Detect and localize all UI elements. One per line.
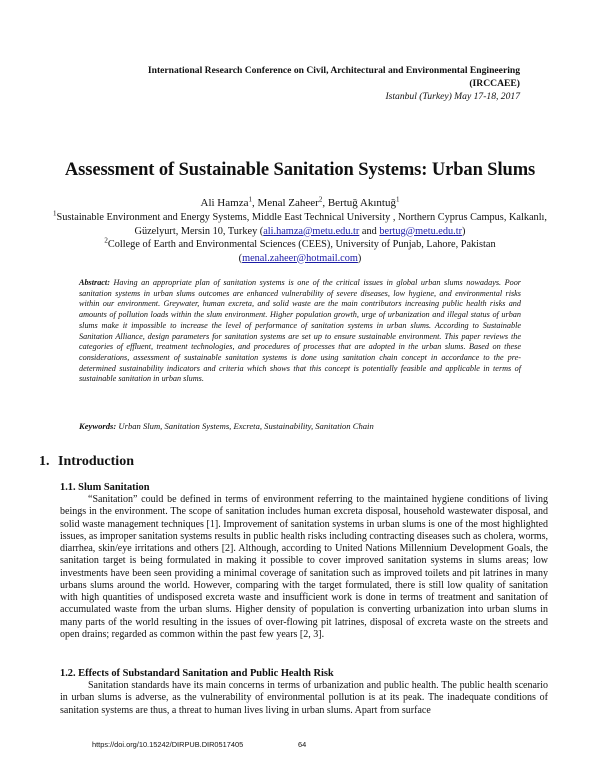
affiliation-2	[50, 238, 550, 265]
paper-title: Assessment of Sustainable Sanitation Systems: Urban Slums	[64, 160, 536, 180]
abstract-label-colon: :	[107, 278, 114, 287]
keywords	[79, 421, 521, 431]
keywords-text: Urban Slum, Sanitation Systems, Excreta, Sustainability, Sanitation Chain	[116, 421, 374, 431]
abstract	[79, 278, 521, 385]
subsection-heading-effects: 1.2. Effects of Substandard Sanitation and Public Health Risk	[60, 668, 334, 679]
affiliation-text: College of Earth and Environmental Sciences (CEES), University of Punjab, Lahore, Pakistan (	[107, 239, 496, 264]
author-name: Menal Zaheer	[257, 197, 319, 209]
abstract-text: Having an appropriate plan of sanitation systems is one of the critical issues in global urban slums nowadays. Poor sanitation systems in urban slums outcomes are enhanced vulnerability of severe diseases, low hygiene, and environmental risks within our environment. Greywater, human excreta, and solid waste are the main contributors increasing public health risks and amounts of pollution loads within the slum environment. Higher population growth, urge of urbanization and illegal status of urban slums make it impossible to increase the level of performance of sanitation systems in urban slums. According to Sustainable Sanitation Alliance, design parameters for sanitation systems are set up to ensure sustainable environment. This paper reviews the categories of effluent, treatment technologies, and procedures of processes that are adopted in the urban slums. Based on these considerations, assessment of sustainable sanitation systems is done using sanitation chain concept in accordance to the pre-determined sustainability indicators and criteria which shows that this concept is potentially feasible and applicable in terms of sustainable sanitation in urban slums.	[79, 278, 521, 384]
affiliation-marker: 2	[318, 195, 323, 204]
paragraph-slum-sanitation: “Sanitation” could be defined in terms of environment referring to the maintained hygiene conditions of living beings in the environment. The scope of sanitation includes human excreta disposal, household wastewater disposal, and solid waste management techniques [1]. Improvement of sanitation systems in urban slums is one of the most highlighted issues, as improper sanitation systems results in public health risks including contracting diseases such as cholera, worms, diarrhea, skin/eye irritations and others [2]. Although, according to United Nations Millennium Development Goals, the sanitation target is being formulated in making it possible to cover improved sanitation systems in slums areas; low investments have been seen providing a minimal coverage of sanitation such as improved toilets and pit latrines in many urbans slums around the world. However, comparing with the target formulated, there is still low quality of sanitation with high quantities of undisposed excreta waste and insufficient work is done in terms of treatment and sanitation of accumulated waste from the urban slums. Higher density of population is converting urbanization into urban slums in many parts of the world resulting in the issues of over-flowing pit latrines, disposal of excreta waste on the streets and open drains; regarded as common within the past few years [2, 3].	[60, 494, 548, 640]
subsection-heading-slum-sanitation: 1.1. Slum Sanitation	[60, 482, 150, 493]
section-title: Introduction	[58, 454, 134, 469]
author-name: Bertuğ Akıntuğ	[327, 197, 396, 209]
author-name: Ali Hamza	[200, 197, 249, 209]
section-number: 1.	[39, 454, 50, 469]
author-separator: ,	[251, 197, 258, 209]
affiliation-marker: 2	[104, 236, 108, 245]
email-link[interactable]: menal.zaheer@hotmail.com	[242, 252, 358, 264]
affiliation-text: and	[359, 225, 380, 237]
affiliation-text: Sustainable Environment and Energy Systems, Middle East Technical University , Northern Cyprus Campus, Kalkanlı, Güzelyurt, Mersin 10, Turkey (	[56, 212, 547, 237]
affiliation-text: )	[357, 252, 362, 264]
email-link[interactable]: bertug@metu.edu.tr	[379, 225, 463, 237]
author-separator: ,	[322, 197, 328, 209]
affiliation-marker: 1	[53, 209, 57, 218]
section-heading-introduction	[39, 454, 134, 470]
conference-name: International Research Conference on Civil, Architectural and Environmental Engineering	[147, 65, 520, 76]
footer-doi-link[interactable]: https://doi.org/10.15242/DIRPUB.DIR0517405	[92, 740, 244, 749]
author-list	[0, 197, 600, 209]
conference-abbreviation: (IRCCAEE)	[469, 78, 520, 89]
conference-location-date: Istanbul (Turkey) May 17-18, 2017	[385, 91, 520, 102]
keywords-label: Keywords:	[79, 421, 117, 431]
affiliation-1	[50, 211, 550, 238]
affiliation-marker: 1	[395, 195, 400, 204]
page-number: 64	[298, 740, 307, 749]
abstract-label: Abstract	[79, 278, 108, 287]
affiliation-text: )	[462, 225, 466, 237]
paragraph-effects: Sanitation standards have its main concerns in terms of urbanization and public health. The public health scenario in urban slums is adverse, as the vulnerability of environmental pollution is at its peak. The inadequate conditions of sanitation systems are thus, a threat to human lives living in urban slums. Apart from surface	[60, 680, 548, 716]
affiliation-marker: 1	[248, 195, 252, 204]
email-link[interactable]: ali.hamza@metu.edu.tr	[263, 225, 360, 237]
